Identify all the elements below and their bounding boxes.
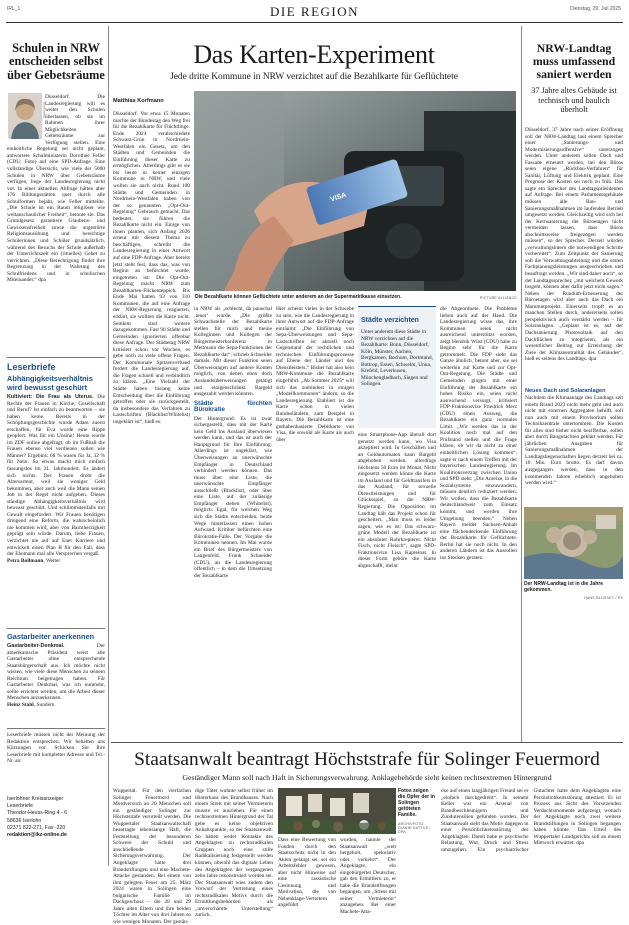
bottom-col1: Wuppertal. Für den vierfachen Solinger Feuermord und Mordversuch an 20 Menschen soll ein geständiger Solinger zur Höchststrafe verurteilt werden. Die Wuppertaler Staatsanwaltschaft beantragte lebenslange Haft, die Feststellung der besonderen Schwere der Schuld und anschließende Sicherungsverwahrung. Der Angeklagte hatte drei Brandstiftungen und eine Machete-Attacke gestanden. Bei einem von ihm gelegten Feuer am 25. März 2024 waren in Solingen eine bulgarische Familie im Dachgeschoss – die 28 und 29 Jahre alten Eltern und ihre beiden Töchter im Alter von drei Jahren so wie wenigen Monaten. Der gestän- (113, 788, 191, 925)
main-subhead: Jede dritte Kommune in NRW verzichtet auf die Bezahlkarte für Geflüchtete (170, 72, 458, 82)
victims-photo (278, 788, 396, 834)
main-headline: Das Karten-Experiment (193, 40, 435, 69)
left-article-paragraph: Düsseldorf. Die Landesregierung will es weiter den Schulen überlassen, ob sie im Rahmen ihrer Möglichkeiten Gebetsräume zur Verfügung stellen. Eine einheitliche Regelung sei nicht geplant, antwortete Schulministerin Dorothee Feller (CDU; Foto) auf eine SPD-Anfrage. Eine vollständige Übersicht, wie viele der 5000 Schulen in NRW über Gebetsräume verfügen, liege der Landesregierung nicht vor. In einer aktuellen Abfrage hätten aber 176 Bildungsstätten quer durch alle Schulformen bejaht, wie Feller mitteilte. „Die Schule ist ein Raum religiöser wie weltanschaulicher Freiheit“, betonte sie. Das Grundgesetz garantiere Glaubens- und Gewissensfreiheit sowie die ungestörte Religionsausübung und berechtige Schülerinnen und Schüler grundsätzlich, während des Besuchs der Schule außerhalb der Unterrichtszeit ein (rituelles) Gebet zu verrichten. „Diese Berechtigung findet ihre Begrenzung in der Wahrung des Schulfriedens und in schulischen Miteinander.“ dpa (7, 94, 105, 284)
bottom-section-rule (111, 742, 623, 743)
landtag-aerial-image (524, 507, 623, 579)
letter-headline: Abhängigkeitsverhältnis wird bewusst geschürt (7, 374, 93, 392)
header-rule (6, 22, 623, 23)
second-letter-city: Sundern (36, 701, 55, 708)
landtag-photo-credit: HANS BLOSSEY / PS (584, 596, 623, 600)
main-col2 (194, 306, 272, 738)
landtag-photo (524, 507, 623, 579)
address-line: Leserbriefe (7, 803, 33, 810)
victims-photo-credit: ARCHIVFOTO: GIANNI GATTUS / DPA (398, 822, 431, 834)
main-author: Matthias Korfmann (113, 98, 164, 104)
letter-city: Wetter (46, 557, 61, 564)
letter-text: Die Rechte der Frauen in Kirche, Gesellschaft und Beruf? Ist einfach zu beantworten – sie haben keine. Bereits in der Schöpfungsgeschichte wurde Adam zuerst erschaffen, für Eva wurde eine Rippe geopfert. Was für ein Unsinn! Heute wurde im ZDF online abgefragt, ob im Fußball die Frauen ebenso viel verdienen sollen wie Männer? Ergebnis: 68 % waren für Ja, 32 % für Nein. So etwas macht mich einfach fassungslos im 21. Jahrhundert. Es ändert sich nichts. Der Frauen droht die Altersarmut, weil sie weniger Geld bekommen, aber auch weil die Mann seinen Job in der Regel nicht aufgeben. Dieses ständige Abhängigkeitsverhältnis wird bewusst geschürt. Und schlimmstenfalls mit Gewalt eingefordert. Wir Frauen benötigen dringend eine Reform, die wahrscheinlich nie kommen wird, aber von Barmherzigkeit geprägt sein würde. Darum, liebe Frauen, verzichtet nie auf auf Euer Karriere und entwickelt einen Plan B für den Fall, dass der Ehemann mal alle Versprechen vergaß. (7, 394, 105, 558)
bezahlkarte-photo (194, 91, 516, 291)
bottom-headline: Staatsanwalt beantragt Höchststrafe für Solinger Feuermord (134, 749, 600, 770)
letters-disclaimer: Leserbriefe müssen nicht der Meinung der Redaktion entsprechen. Wir behalten uns Kürzungen vor. Schicken Sie Ihre Leserbriefe mit kompletter Adresse und Tel.-Nr. an: (7, 732, 105, 765)
main-photo-caption: Die Bezahlkarte können Geflüchtete unter anderem an der Supermarktkasse einsetzen. (195, 294, 402, 300)
right-sub-headline: Neues Dach und Solaranlagen (525, 388, 606, 394)
infobox-title: Städte verzichten (361, 317, 419, 324)
left-divider-2 (7, 628, 105, 629)
left-divider (7, 357, 105, 358)
letters-email[interactable]: redaktion@ikz-online.de (7, 832, 67, 839)
col-separator-left (108, 26, 109, 866)
main-col3: Hier scheint vieles in der Schwebe zu sein, wie die Landesregierung in ihrer Antwort auf die FDP-Anfrage einräumt: „Die Einführung von Sepa-Überweisungen und Sepa-Lastschriften ist aktuell noch Gegenstand der rechtlichen und technischen Einführungsprozesse auf Ebene der Länder und des Dienstleisters.“ Bisher hat also kein NRW-Kommune die Bezahlkarte eingeführt. „Ab Sommer 2025“ will sich das zumindest in einigen „Modellkommunen“ ändern, so die Landesregierung. Etabliert ist die Karte schon in vielen Bundesländern, zum Beispiel in Bayern. Die Bezahlkarte ist eine guthabenbasierte Debitkarte von Visa, die sowohl als Karte als auch über (276, 306, 354, 443)
bottom-col3: Dass eine Bewertung von Funden durch den Staatsschutz nicht in den Akten gelangt sei, sei ein Arbeitsfehler gewesen, aber nicht Hinweise auf eine rassistische Gesinnung und Motivation, die von Nebenklage-Vertretern angeführt (278, 837, 336, 909)
bottom-col5: cke auf einen langjährigen Freund sei er „einfach durchgedreht“. In seinem Keller war ein Arsenal von Brandbeschleunigern und Zündutensilien gefunden worden. Der Staatsanwalt sieht das Motiv dagegen in einer Persönlichkeitsstörung des Angeklagten. Damit habe er psychische Belastung, Wut, Druck und Stress umzugehen. Ein psychiatrischer Gutachter hatte dem Angeklagten eine Persönlichkeitsstörung attestiert. Er ist Prozess aus Sicht des Vorsitzenden Verdachtsmomente aufgezeigt, wonach der Angeklagte noch zwei weitere Brandstiftungen in Solingen begangen haben könnte. Das Urteil des Wuppertaler Landgerichts soll an einem Mittwoch erwartet. dpa (441, 788, 621, 853)
address-line: 02371 822-271, Fax -220 (7, 824, 66, 831)
issue-date: Dienstag, 29. Juli 2025 (570, 6, 621, 12)
left-divider-3 (7, 728, 105, 729)
landtag-photo-caption: Der NRW-Landtag ist in die Jahre gekommen. (524, 581, 603, 593)
victims-photo-caption: Fotos zeigen die Opfer der in Solingen getöteten Familie. (398, 788, 435, 819)
bottom-col2: dige Täter wohnte selbst früher im Hinterhaus des Brandhauses. Nach einem Streit mit seiner Vermieterin musste er ausziehen. Für einen rechtsextremen Hintergrund der Tat gebe es keine objektiven Anhaltspunkte, so der Staatsanwalt. So hätten weder Kontakte des Angeklagten zu rechtsradikalen Gruppen noch eine stille Radikalisierung festgestellt werden können, obwohl das digitale Leben des Angeklagten der vergangenen zehn Jahre rekonstruiert worden sei. Der Staatsanwalt wies zudem den Vorwurf der Vertretung eines rechtsradikalen Motivs durch die Ermittlungsbehörden als „unverschämte Unterstellung“ zurück. (195, 788, 273, 919)
main-col1: Düsseldorf. Vor etwa 15 Monaten machte der Bundestag den Weg frei für die Bezahlkarte für Flüchtlinge. Ende 2024 verabschiedete Schwarz-Grün in Nordrhein-Westfalen ein Gesetz, um den Städten und Gemeinden die Einführung dieser Karte zu ermöglichen. Allerdings gibt es sie bis heute in keiner einzigen Kommune in NRW, und viele wollen sie auch nicht. Rund 100 Städte und Gemeinden in Nordrhein-Westfalen haben von der so genannten „Opt-Out-Regelung“ Gebrauch gemacht. Das bedeutet, sie führen die Bezahlkarte nicht ein. Einige von ihnen planten, sich Anfang 2026 erneut mit diesem Thema zu beschäftigen, schreibt die Landesregierung in einer Antwort auf eine FDP-Anfrage. Aber bereits jetzt steht fest, dass das, was von Beginn an befürchtet wurde, eingetreten ist: Die Opt-Out-Regelung macht NRW zum Bezahlkarten-Flickenteppich. Bis Ende Mai hatten 93 von 310 Kommunen, die auf eine Anfrage der NRW-Regierung reagierten, erklärt, sie wollten die Karte nicht. Seitdem sind weitere dazugekommen. Fast 90 Städte und Gemeinden ignorierten offenbar diese Anfrage. Der Städtetag NRW kritisiert schon vor Wochen, es gebe noch zu viele offene Fragen. Der Kommunale Spitzenverband fordert die Landesregierung auf, die Fragen schnell und verbindlich zu klären. „Eine Vielzahl der Städte haben bislang keine Entscheidung über die Einführung getroffen oder sie zurückgestellt, da insbesondere das Verfahren zu Lastschriften (Blacklist/Whitelist) ungeklärt ist“, hieß es. (113, 111, 190, 425)
section-title: DIE REGION (269, 4, 359, 19)
second-letter-text: Der amerikanische Präsident weist alle Gastarbeiter ohne entsprechende Staatsbürgerschaft aus. Ich möchte nicht wissen, wie viele diese Menschen zu seinem Reichtum beigetragen haben. Für Gastarbeiter Denkmal, was ich nunmehr, sollte errichtet werden, um die Arbeit dieser Menschen anzuerkennen. (7, 643, 105, 702)
second-letter-author: Heinz Stahl (7, 701, 34, 708)
main-col5: die Abgeordnete. Die Probleme lieben auch auf der Hand. Die Landesregierung wisse das, ihre Kommunen seien nicht ausreichend unterstützt worden, zeigt Hendrik Wüst (CDU) habe zu Beginn sehr für die Karte getrommelt. Die FDP sieht das Ganze ähnlich, betont aber, sie sei weiterhin zur Karte und zur Opt-Out-Regelung. Die Städte und Gemeinden gingen mit einer Einführung der Bezahlkarte ein hohes Risiko ein, seien nicht ausreichend versorgt, kritisiert FDP-Fraktionsvize Friedrich Merz (CDU) einen Ausweg, die Bezahlkarte ein ganz normales Limit. „Wir werden das in der Koalition noch mal auf den Prüfstand stellen und die Frage klären, ob wir da nicht zu einer einheitlichen Lösung kommen“, sagte er nach einem Treffen mit der bayerischen Landesregierung. Im Koalitionsvertrag zwischen Union und SPD steht: „Die Anreize, in die Sozialsysteme einzuwandern, müssen deutlich reduziert werden. Wir wollen, dass die Bezahlkarte deutschlandweit zum Einsatz kommt, und werden ihre Umgehung beenden.“ Neben Bayern meldet Sachsen-Anhalt eine flächendeckende Einführung der Bezahlkarte für Geflüchtete. Berlin hat sie noch nicht. In den anderen Ländern ist das Ausrollen ins Stocken geraten. (440, 306, 517, 561)
left-headline: Schulen in NRW entscheiden selbst über Gebetsräume (7, 41, 105, 82)
author-photo-credit: Isabel Görtz (42, 101, 46, 118)
staedte-infobox (358, 306, 436, 428)
letters-address (7, 796, 105, 839)
second-letter-body: Gastarbeiter-Denkmal. Der amerikanische Präsident weist alle Gastarbeiter ohne entsprechende Staatsbürgerschaft aus. Ich möchte nicht wissen, wie viele diese Menschen zu seinem Reichtum beigetragen haben. Für Gastarbeiter Denkmal, was ich nunmehr, sollte errichtet werden, um die Arbeit dieser Menschen anzuerkennen. Heinz Stahl, Sundern (7, 643, 105, 708)
right-subhead: 37 Jahre altes Gebäude ist technisch und baulich überholt (531, 86, 617, 115)
second-letter-intro: Gastarbeiter-Denkmal. (7, 643, 65, 649)
right-headline: NRW-Landtag muss umfassend saniert werden (532, 41, 616, 82)
second-letter-headline: Gastarbeiter anerkennen (7, 632, 95, 641)
address-line: 58636 Iserlohn (7, 817, 42, 824)
col-separator-right (521, 26, 522, 742)
address-line: Iserlohner Kreisanzeiger (7, 796, 64, 802)
main-col2-subhead: Städte fürchten Bürokratie (194, 399, 272, 414)
bottom-col4: wurden, nannte der Staatsanwalt „weit hergeholt, spekulativ oder verkehrt“. Der Angeklagte, ein eingebürgerter Deutscher, gab den Ermittlern zu, er habe die Brandstiftungen begangen, um „Stress mit seiner Vermieterin“ anzugehen. Bei einer Machete-Atta- (340, 837, 396, 916)
card-payment-image (194, 91, 516, 291)
main-col2-text: in NRW als „schlecht, da pauschal ‚teuer‘ wurde. „Die größte Schwachstelle der Bezahlkarte stellen für mich und meine Kolleginnen und Kollegen der Bürgermeisterkonferenz in Mettmann die Sepa-Funktionen der Bezahlkarte dar“, schrieb Schneider damals. Mit dieser Funktion seien Überweisungen auf andere Konten möglich, von denen eben doch Auslandsüberweisungen getätigt und einigenschränkt Bargeld ausgezahlt werden könnten. (194, 306, 272, 398)
svg-text:VISA: VISA (329, 191, 348, 204)
main-photo-credit: PICTURE ALLIANCE (479, 296, 517, 300)
bottom-subhead: Geständiger Mann soll nach Haft in Sicherungsverwahrung. Anklagebehörde sieht keinen rechtsextremen Hintergrund (182, 773, 552, 782)
address-line: Theodor-Heuss-Ring 4 - 6 (7, 810, 67, 817)
infobox-body: Unter anderem diese Städte in NRW verzichten auf die Bezahlkarte: Bonn, Düsseldorf, Köln, Münster, Aachen, Bergkamen, Bochum, Dortmund, Bottrop, Essen, Schwelm, Unna, Krefeld, Leverkusen, Mönchengladbach, Siegen und Solingen. (361, 329, 433, 388)
page-code: IRL_1 (7, 6, 21, 12)
letters-section-label: Leserbriefe (7, 362, 56, 372)
main-col2-text-b: Der Hintergrund: Es ist zwar sichergestellt, dass mit der Karte kein Geld ins Ausland überwiesen werden kann, und das ist auch der Hauptgrund für Ihre Einführung. Allerdings ist ungeklärt, wie Überweisungen an unerwünschte Empfänger in Deutschland verhindert werden können. Das muss über eine Liste, die unerwünschte Empfänger ausschließt (Blacklist), oder über eine Liste, auf der zulässige Empfänger stehen (Whitelist), möglich. Egal, für welchen Weg sich die Städte entscheiden, beide Wege hinterlassen einen hohen Aufwand. Kritiker befürchten eine Bürokratie-Falle. Der Vorgabe die Kommunen nennen. Im Mai wurde ein Brief des Bürgermeisters von Langenfeld, Frank Schneider (CDU), an die Landesregierung öffentlich – in dem die Umsetzung der Bezahlkarte (194, 415, 272, 579)
memorial-flowers-image (278, 788, 396, 834)
letter-author: Petra Bollmann (7, 557, 44, 564)
right-article-body: Düsseldorf. 37 Jahre nach seiner Eröffnung soll der NRW-Landtag laut einem Sprecher einer „Sanierungs- und Modernisierungsoffensive“ unterzogen werden. Unter anderem sollen Dach und Fassade erneuert werden, bei den Büros seien eigene „Rückbau-Verfahren“ für Sanitär, Lüftung und Elektrik geplant. Eine Prognose der Kosten sei noch zu früh. Das sagte ein Sprecher des Landtagspräsidenten auf Anfrage. Bei einem Parlamentsgebäude müssen alle Bau- und Sanierungsmaßnahmen im laufenden Betrieb umgesetzt werden. Gleichzeitig wird sich bei der Kernsanierung der Büroetagen nicht vermeiden lassen, dass Büros abschnittsweise freigezogen werden müssen“, so der Sprecher. Derzeit würden „verwaltungsintern die notwendigen Schritte vorbereitet“. Zum Zeitpunkt der Sanierung soll die Verwaltungsabteilung und die ersten Fachplanungsleistungen ausgeschrieben und beauftragt werden. „Wir sind daher auch“, so der Landtagssprecher, „mit welchem Gewerk losgeht, können aber dafür jetzt nicht sagen.“ Neben der Rundum-Erneuerung der Büroetagen wird aber auch das Dach ein Mammutprojekt. Einerseits tropft es an manchen Stellen durch, andererseits sollen perspektivisch auch verstärkt werden – für Solaranlagen. „Geplant ist es, auf der Dachsanierung Photovoltaik auf den Dachflächen zu integrieren, als ein wesentlicher Beitrag zur Erreichung der Ziele der Klimaneutralität des Gebäudes“, hieß es seitens des Landtags. dpa (525, 127, 623, 363)
letter-body: Kultiviert: Die Frau als Uterus. Die Rechte der Frauen in Kirche, Gesellschaft und Beruf? Ist einfach zu beantworten – sie haben keine. Bereits in der Schöpfungsgeschichte wurde Adam zuerst erschaffen, für Eva wurde eine Rippe geopfert. Was für ein Unsinn! Heute wurde im ZDF online abgefragt, ob im Fußball die Frauen ebenso viel verdienen sollen wie Männer? Ergebnis: 68 % waren für Ja, 32 % für Nein. So etwas macht mich einfach fassungslos im 21. Jahrhundert. Es ändert sich nichts. Der Frauen droht die Altersarmut, weil sie weniger Geld bekommen, aber auch weil die Mann seinen Job in der Regel nicht aufgeben. Dieses ständige Abhängigkeitsverhältnis wird bewusst geschürt. Und schlimmstenfalls mit Gewalt eingefordert. Wir Frauen benötigen dringend eine Reform, die wahrscheinlich nie kommen wird, aber von Barmherzigkeit geprägt sein würde. Darum, liebe Frauen, verzichtet nie auf auf Euer Karriere und entwickelt einen Plan B für den Fall, dass der Ehemann mal alle Versprechen vergaß. Petra Bollmann, Wetter (7, 394, 105, 564)
right-sub-body: Nachdem die Klimaanlage des Landtags seit einem Brand 2023 nicht mehr geht und auch nicht mit externen Aggregaten behilft, soll nun auch mit einem Provisorium sollen Technikzentrale untertommen. Die Kosten für alles sind bisher nicht bezifferbar, sollen aber durch Baugutachten geklärt werden. Für jährlichen Ausgaben für Sanierungsmaßnahmen der Landtagsliegenschaften liegen derzeit bei ca. 10 Mio. Euro brutto. Es darf davon ausgegangen werden, dass in den kommenden Jahren erheblich angehoben werden wird.“ (525, 395, 623, 487)
letter-intro: Kultiviert: Die Frau als Uterus. (7, 394, 94, 400)
left-article-body (7, 94, 105, 356)
main-col4: eine Smartphone-App überall dort genutzt werden kann, wo Visa akzeptiert wird. In Geschäften und an Geldautomaten kann Bargeld abgehoben werden, allerdings höchstens 50 Euro im Monat. Nicht eingesetzt werden könne die Karte im Ausland und für Geldtransfers in das Ausland, für sexuelle Dienstleistungen und für Glücksspiel, so die NRW-Regierung. Die Opposition im Landtag hält das Projekt schon für gescheitert. „Man muss es leider sagen, wie es ist: Das schwarz-grüne Modell der Bezahlkarte ist ein absoluter Rohrkrepierer. Nicht Fisch, nicht Fleisch“, sagte SPD-Fraktionsvize Lisa Kapteinat. In dieser Form gehöre die Karte abgeschafft, meint (358, 432, 436, 569)
